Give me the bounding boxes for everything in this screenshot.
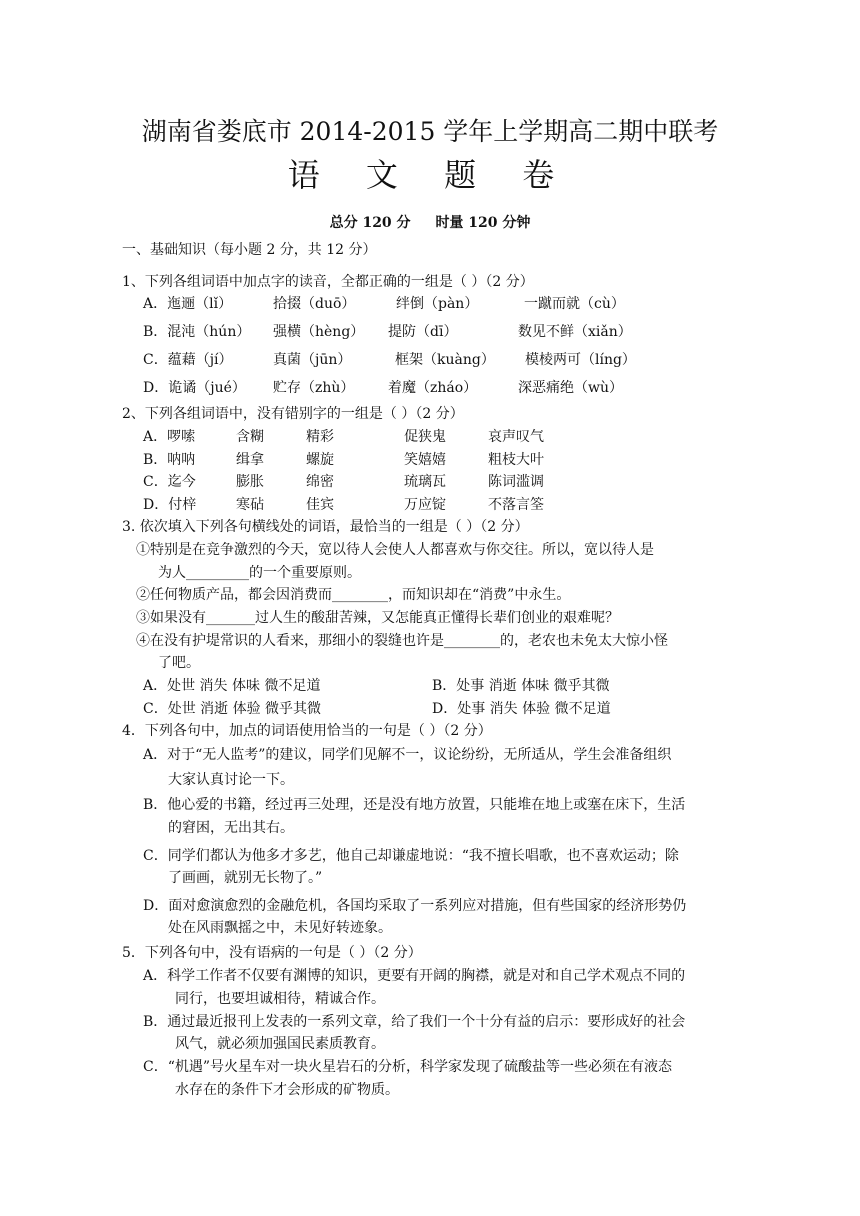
question-3-stem: 3. 依次填入下列各句横线处的词语，最恰当的一组是（ ）（2 分）	[122, 519, 529, 535]
q2-a-3: 精彩	[306, 429, 334, 445]
q2-a-5: 哀声叹气	[488, 429, 544, 445]
q3-sentence-1: ①特别是在竞争激烈的今天，宽以待人会使人人都喜欢与你交往。所以，宽以待人是	[136, 542, 654, 558]
q2-option-a	[143, 427, 544, 447]
q1-a-4: 一蹴而就（cù）	[524, 296, 625, 312]
q2-b-3: 螺旋	[306, 452, 334, 468]
q2-option-d	[143, 495, 544, 515]
q2-d-1: D．付梓	[143, 497, 197, 513]
q2-a-2: 含糊	[236, 429, 264, 445]
q1-option-b	[143, 322, 632, 342]
q3-option-c: C．处世 消逝 体验 微乎其微	[143, 701, 322, 717]
time-limit: 时量 120 分钟	[435, 215, 531, 231]
q1-d-2: 贮存（zhù）	[273, 380, 355, 396]
q3-option-b: B．处事 消逝 体味 微乎其微	[432, 678, 610, 694]
q3-sentence-1-cont: 为人_________的一个重要原则。	[158, 565, 361, 581]
q2-c-1: C．迄今	[143, 474, 196, 490]
q4-option-d: D．面对愈演愈烈的金融危机，各国均采取了一系列应对措施，但有些国家的经济形势仍	[143, 898, 687, 914]
q2-d-3: 佳宾	[306, 497, 334, 513]
q3-sentence-4: ④在没有护堤常识的人看来，那细小的裂缝也许是________的，老农也未免太大惊小怪	[136, 633, 668, 649]
q1-d-4: 深恶痛绝（wù）	[518, 380, 623, 396]
q5-option-a: A．科学工作者不仅要有渊博的知识，更要有开阔的胸襟，就是对和自己学术观点不同的	[143, 968, 686, 984]
q1-c-4: 模棱两可（líng）	[525, 352, 636, 368]
q1-option-a	[143, 294, 625, 314]
q2-c-2: 膨胀	[236, 474, 264, 490]
q2-b-2: 缉拿	[236, 452, 264, 468]
q2-c-5: 陈词滥调	[488, 474, 544, 490]
q3-option-a: A．处世 消失 体味 微不足道	[143, 678, 321, 694]
q1-option-c	[143, 350, 636, 370]
q2-d-2: 寒砧	[236, 497, 264, 513]
q1-a-3: 绊倒（pàn）	[396, 296, 479, 312]
q4-option-c: C．同学们都认为他多才多艺，他自己却谦虚地说：“我不擅长唱歌，也不喜欢运动；除	[143, 848, 679, 864]
q3-option-d: D．处事 消失 体验 微不足道	[432, 701, 611, 717]
q1-b-3: 提防（dī）	[388, 324, 458, 340]
q1-d-3: 着魔（zháo）	[388, 380, 478, 396]
q5-option-b: B．通过最近报刊上发表的一系列文章，给了我们一个十分有益的启示：要形成好的社会	[143, 1014, 686, 1030]
q2-d-4: 万应锭	[404, 497, 446, 513]
q2-a-4: 促狭鬼	[404, 429, 446, 445]
q5-option-b-cont: 风气，就必须加强国民素质教育。	[175, 1036, 385, 1052]
q1-b-2: 强横（hèng）	[273, 324, 365, 340]
q4-option-b: B．他心爱的书籍，经过再三处理，还是没有地方放置，只能堆在地上或塞在床下，生活	[143, 797, 686, 813]
q1-a-2: 拾掇（duō）	[273, 296, 356, 312]
q2-a-1: A．啰嗦	[143, 429, 196, 445]
exam-meta	[0, 212, 860, 232]
q2-c-3: 绵密	[306, 474, 334, 490]
q2-option-c	[143, 472, 544, 492]
total-score: 总分 120 分	[329, 215, 411, 231]
question-5-stem: 5．下列各句中，没有语病的一句是（ ）（2 分）	[122, 945, 422, 961]
q2-option-b	[143, 450, 544, 470]
q1-c-2: 真菌（jūn）	[273, 352, 352, 368]
q4-option-c-cont: 了画画，就别无长物了。”	[168, 870, 323, 886]
question-1-stem: 1、下列各组词语中加点字的读音，全都正确的一组是（ ）（2 分）	[122, 274, 534, 290]
q1-c-3: 框架（kuàng）	[395, 352, 495, 368]
q2-d-5: 不落言筌	[488, 497, 544, 513]
q5-option-a-cont: 同行，也要坦诚相待，精诚合作。	[175, 991, 385, 1007]
q2-b-5: 粗枝大叶	[488, 452, 544, 468]
q4-option-a-cont: 大家认真讨论一下。	[168, 772, 294, 788]
q4-option-a: A．对于“无人监考”的建议，同学们见解不一，议论纷纷，无所适从，学生会准备组织	[143, 747, 672, 763]
q2-c-4: 琉璃瓦	[404, 474, 446, 490]
question-4-stem: 4．下列各句中，加点的词语使用恰当的一句是（ ）（2 分）	[122, 723, 492, 739]
q5-option-c-cont: 水存在的条件下才会形成的矿物质。	[175, 1082, 399, 1098]
q4-option-b-cont: 的窘困，无出其右。	[168, 820, 294, 836]
q5-option-c: C．“机遇”号火星车对一块火星岩石的分析，科学家发现了硫酸盐等一些必须在有液态	[143, 1059, 673, 1075]
q1-c-1: C．蕴藉（jí）	[143, 352, 233, 368]
q1-d-1: D．诡谲（jué）	[143, 380, 246, 396]
exam-title: 湖南省娄底市 2014-2015 学年上学期高二期中联考	[141, 117, 719, 146]
section-heading: 一、基础知识（每小题 2 分，共 12 分）	[122, 242, 377, 258]
q1-b-4: 数见不鲜（xiǎn）	[518, 324, 632, 340]
q3-sentence-2: ②任何物质产品，都会因消费而________，而知识却在“消费”中永生。	[136, 587, 571, 603]
q1-option-d	[143, 378, 623, 398]
q1-b-1: B．混沌（hún）	[143, 324, 251, 340]
q3-sentence-4-cont: 了吧。	[158, 655, 200, 671]
q2-b-4: 笑嬉嬉	[404, 452, 446, 468]
q3-sentence-3: ③如果没有_______过人生的酸甜苦辣，又怎能真正懂得长辈们创业的艰难呢？	[136, 610, 619, 626]
exam-subtitle: 语 文 题 卷	[287, 156, 573, 194]
q2-b-1: B．呐呐	[143, 452, 196, 468]
q4-option-d-cont: 处在风雨飘摇之中，未见好转迹象。	[168, 920, 392, 936]
question-2-stem: 2、下列各组词语中，没有错别字的一组是（ ）（2 分）	[122, 406, 464, 422]
q1-a-1: A．迤逦（lǐ）	[143, 296, 233, 312]
